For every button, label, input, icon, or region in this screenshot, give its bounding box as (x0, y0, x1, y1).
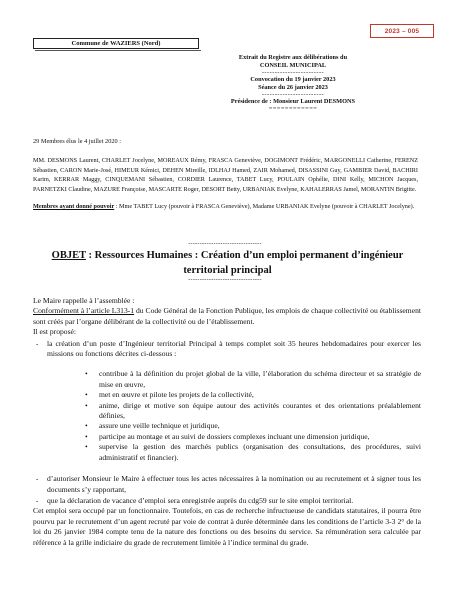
mission-item: • anime, dirige et motive son équipe autour des activités courantes et des orientations préalablement définies, (99, 401, 421, 422)
objet-separator-top: -------------------------------- (188, 241, 262, 247)
extract-line-2: CONSEIL MUNICIPAL (259, 62, 327, 69)
presidence: Présidence de : Monsieur Laurent DESMONS (230, 98, 356, 105)
proxy-members (33, 202, 418, 212)
objet-text: : Ressources Humaines : Création d’un emploi permanent d’ingénieur territorial principal (85, 250, 404, 276)
objet-heading (30, 248, 425, 278)
mission-item: • supervise la gestion des marchés publics (organisation des consultations, des procédures, suivi administratif et financier). (99, 442, 421, 463)
declaration-text: que la déclaration de vacance d’emploi sera enregistrée auprès du cdg59 sur le site emploi territorial. (47, 495, 354, 505)
reference-number-badge: 2023 – 005 (370, 24, 434, 38)
creation-text: la création d’un poste d’Ingénieur territorial Principal à temps complet soit 35 heures hebdomadaires pour exercer les missions ou fonctions décrites ci-dessous : (47, 338, 421, 359)
legal-basis-paragraph (33, 306, 421, 327)
objet-label: OBJET (51, 250, 86, 261)
mission-item: • participe au montage et au suivi de dossiers complexes incluant une dimension juridique, (99, 432, 421, 442)
declaration-item (33, 496, 421, 506)
mission-item: • assure une veille technique et juridique, (99, 421, 421, 431)
dash-marker: - (36, 475, 39, 484)
members-list: MM. DESMONS Laurent, CHARLET Jocelyne, MOREAUX Rémy, FRASCA Geneviève, DOGIMONT Frédéric, MARGONELLI Catherine, FERENZ Sébastien, CARON Marie-José, HIMEUR Kémici, DEHEN Mireille, IDLHAJ Hamed, ZAIR Mohamed, DISASSINI Guy, GAMBIER David, BACHIRI Karim, KERRAR Maggy, CINQUEMANI Sébastien, CORDIER Laurence, TABET Lucy, POULAIN Ophélie, DINI Kelly, MICHON Jacques, PARNETZKI Claudine, MAZURE Françoise, MASCARTE Roger, DESORT Betty, URBANIAK Evelyne, KAHALERRAS Jamel, MORANTIN Brigitte. (33, 157, 418, 193)
objet-separator-bottom: -------------------------------- (188, 277, 262, 283)
dash-marker: - (36, 339, 39, 348)
convocation-date: Convocation du 19 janvier 2023 (250, 76, 336, 83)
commune-header-box: Commune de WAZIERS (Nord) (33, 38, 199, 49)
authorize-item (33, 474, 421, 495)
fallback-paragraph: Cet emploi sera occupé par un fonctionnaire. Toutefois, en cas de recherche infructueuse de candidats statutaires, il pourra être pourvu par le recrutement d’un agent recruté par voie de contrat à durée déterminée dans les conditions de l’article 3-3 2° de la loi du 26 janvier 1984 compte tenu de la nature des fonctions ou des besoins du service. Sa rémunération sera calculée par référence à la grille indiciaire du grade de recrutement limitée à l’indice terminal du grade. (33, 506, 421, 547)
creation-item (33, 339, 421, 360)
commune-box-shadow (35, 50, 201, 51)
proposal-line: Il est proposé: (33, 327, 77, 337)
missions-list (99, 369, 421, 463)
authorize-text: d’autoriser Monsieur le Maire à effectuer tous les actes nécessaires à la nomination ou au recrutement et à signer tous les documents s’y rapportant, (47, 474, 421, 494)
deliberation-body (33, 296, 421, 548)
registry-extract-header (218, 54, 368, 112)
mission-item: • contribue à la définition du projet global de la ville, l’élaboration du schéma directeur et sa stratégie de mise en œuvre, (99, 369, 421, 390)
proxy-members-label: Membres ayant donné pouvoir (33, 203, 115, 210)
proxy-members-text: : Mme TABET Lucy (pouvoir à FRASCA Geneviève), Madame URBANIAK Evelyne (pouvoir à CHARLET Jocelyne). (114, 203, 415, 210)
intro-line: Le Maire rappelle à l’assemblée : (33, 296, 135, 305)
seance-date: Séance du 26 janvier 2023 (258, 84, 328, 91)
legal-basis-text: du Code Général de la Fonction Publique, les emplois de chaque collectivité ou établissement sont créés par l’organe délibérant de la collectivité ou de l’établissement. (33, 306, 421, 326)
members-count: 29 Membres élus le 4 juillet 2020 : (33, 138, 121, 145)
legal-article-ref: Conformément à l’article L313-1 (33, 306, 135, 316)
dash-marker: - (36, 496, 39, 505)
extract-dash-1: ------------------------ (261, 69, 325, 76)
mission-item: • met en œuvre et pilote les projets de la collectivité, (99, 390, 421, 400)
extract-line-1: Extrait du Registre aux délibérations du (238, 54, 348, 61)
extract-dash-3: ============ (268, 105, 318, 112)
extract-dash-2: ------------------------ (261, 91, 325, 98)
